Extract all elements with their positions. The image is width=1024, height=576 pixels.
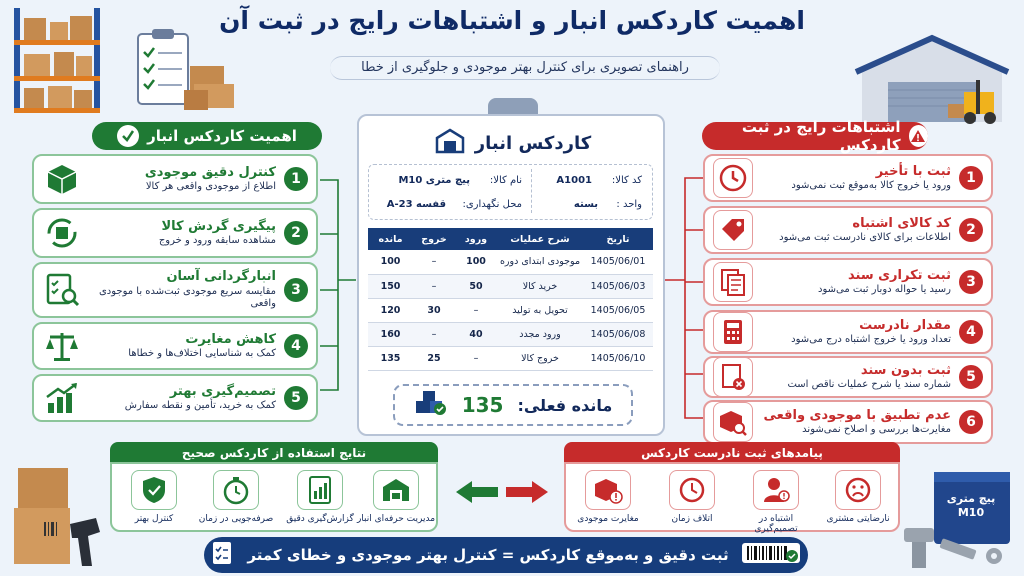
- result-item-4: کنترل بهتر: [114, 470, 194, 524]
- card-desc: مشاهده سابقه ورود و خروج: [158, 234, 276, 246]
- left-connectors: [318, 150, 358, 410]
- card-desc: ورود یا خروج کالا به‌موقع ثبت نمی‌شود: [791, 179, 951, 191]
- card-desc: رسید یا حواله دوبار ثبت می‌شود: [818, 283, 951, 295]
- result-item-2: گزارش‌گیری دقیق: [280, 470, 360, 524]
- code-value: A1001: [556, 175, 592, 186]
- card-title: تصمیم‌گیری بهتر: [169, 383, 276, 399]
- step-number: 6: [959, 410, 983, 434]
- box-warning-icon: [585, 470, 631, 510]
- importance-card-3: [32, 262, 318, 318]
- shield-check-icon: [131, 470, 177, 510]
- card-title: کد کالای اشتباه: [852, 215, 951, 231]
- tag-icon: [713, 210, 753, 250]
- clipboard-checklist-illustration: [132, 26, 242, 116]
- card-desc: تعداد ورود یا خروج اشتباه درج می‌شود: [791, 333, 951, 345]
- product-box-label: پیچ متری M10: [946, 492, 996, 520]
- mistake-card-5: [703, 356, 993, 398]
- warehouse-icon: [435, 128, 465, 159]
- card-desc: مغایرت‌ها بررسی و اصلاح نمی‌شوند: [802, 423, 951, 435]
- footer-banner: [204, 537, 808, 573]
- col-date: تاریخ: [583, 228, 653, 250]
- mistake-card-6: [703, 400, 993, 444]
- warehouse-icon: [373, 470, 419, 510]
- col-balance: مانده: [368, 228, 413, 250]
- location-value: قفسه A-23: [386, 199, 446, 210]
- importance-card-1: [32, 154, 318, 204]
- name-value: پیچ متری M10: [398, 175, 470, 186]
- table-row: 1405/06/01 موجودی ابتدای دوره 100 – 100: [368, 250, 653, 274]
- barcode-icon: [741, 542, 801, 568]
- unit-value: بسته: [573, 199, 598, 210]
- current-balance: [393, 384, 633, 426]
- page-title: اهمیت کاردکس انبار و اشتباهات رایج در ثبت آن: [219, 6, 805, 35]
- boxes-scanner-illustration: [8, 462, 108, 572]
- mistake-card-1: [703, 154, 993, 202]
- card-title: مقدار نادرست: [859, 317, 951, 333]
- table-row: 1405/06/08 ورود مجدد 40 – 160: [368, 322, 653, 346]
- kardex-title: کاردکس انبار: [403, 128, 623, 159]
- mistake-card-2: [703, 206, 993, 254]
- step-number: 1: [284, 167, 308, 191]
- card-desc: مقایسه سریع موجودی ثبت‌شده با موجودی واقعی: [98, 285, 276, 310]
- card-title: کاهش مغایرت: [185, 331, 276, 347]
- warehouse-shelf-illustration: [8, 4, 108, 114]
- box-search-icon: [713, 402, 753, 442]
- clock-icon: [713, 158, 753, 198]
- step-number: 3: [959, 270, 983, 294]
- mistake-card-3: [703, 258, 993, 306]
- card-desc: اطلاعات برای کالای نادرست ثبت می‌شود: [779, 231, 951, 243]
- kardex-table: [368, 228, 653, 371]
- card-title: پیگیری گردش کالا: [161, 218, 276, 234]
- box-icon: [42, 159, 82, 199]
- calculator-icon: [713, 312, 753, 352]
- col-in: ورود: [455, 228, 497, 250]
- name-label: نام کالا:: [489, 175, 522, 186]
- importance-card-5: [32, 374, 318, 422]
- step-number: 5: [284, 386, 308, 410]
- table-row: 1405/06/10 خروج کالا – 25 135: [368, 346, 653, 370]
- warning-icon: [909, 125, 928, 147]
- scale-icon: [42, 326, 82, 366]
- card-title: عدم تطبیق با موجودی واقعی: [763, 407, 951, 423]
- table-row: 1405/06/03 خرید کالا 50 – 150: [368, 274, 653, 298]
- consequences-header: پیامدهای ثبت نادرست کاردکس: [564, 442, 900, 464]
- consequence-item-4: نارضایتی مشتری: [818, 470, 898, 524]
- consequence-item-1: مغایرت موجودی: [568, 470, 648, 524]
- step-number: 5: [959, 365, 983, 389]
- footer-text: ثبت دقیق و به‌موقع کاردکس = کنترل بهتر موجودی و خطای کمتر: [247, 546, 729, 564]
- consequence-item-3: اشتباه در تصمیم‌گیری: [736, 470, 816, 534]
- checklist-icon: [211, 540, 235, 570]
- check-icon: [117, 125, 139, 147]
- location-label: محل نگهداری:: [462, 199, 522, 210]
- importance-header: اهمیت کاردکس انبار: [92, 122, 322, 150]
- cycle-box-icon: [42, 213, 82, 253]
- card-title: کنترل دقیق موجودی: [144, 164, 276, 180]
- step-number: 3: [284, 278, 308, 302]
- balance-label: مانده فعلی:: [517, 395, 613, 415]
- warehouse-forklift-illustration: [852, 30, 1022, 130]
- balance-value: 135: [461, 393, 504, 417]
- code-label: کد کالا:: [611, 175, 642, 186]
- result-item-1: مدیریت حرفه‌ای انبار: [356, 470, 436, 524]
- table-row: 1405/06/05 تحویل به تولید – 30 120: [368, 298, 653, 322]
- sad-face-icon: [835, 470, 881, 510]
- checklist-search-icon: [42, 270, 82, 310]
- step-number: 4: [284, 334, 308, 358]
- stopwatch-icon: [213, 470, 259, 510]
- unit-label: واحد :: [616, 199, 642, 210]
- result-item-3: صرفه‌جویی در زمان: [196, 470, 276, 524]
- clock-icon: [669, 470, 715, 510]
- importance-card-2: [32, 208, 318, 258]
- comparison-arrows: [452, 478, 552, 506]
- importance-card-4: [32, 322, 318, 370]
- boxes-check-icon: [414, 389, 448, 421]
- card-title: ثبت تکراری سند: [848, 267, 951, 283]
- document-error-icon: [713, 357, 753, 397]
- consequence-item-2: اتلاف زمان: [652, 470, 732, 524]
- card-desc: اطلاع از موجودی واقعی هر کالا: [145, 180, 276, 192]
- step-number: 2: [284, 221, 308, 245]
- card-desc: شماره سند یا شرح عملیات ناقص است: [787, 378, 951, 390]
- item-info-box: [368, 164, 653, 220]
- card-title: انبارگردانی آسان: [166, 269, 276, 285]
- card-desc: کمک به خرید، تأمین و نقطه سفارش: [124, 399, 276, 411]
- report-icon: [297, 470, 343, 510]
- results-header: نتایج استفاده از کاردکس صحیح: [110, 442, 438, 464]
- card-title: ثبت با تأخیر: [875, 163, 951, 179]
- step-number: 2: [959, 218, 983, 242]
- person-warning-icon: [753, 470, 799, 510]
- step-number: 1: [959, 166, 983, 190]
- growth-chart-icon: [42, 378, 82, 418]
- mistake-card-4: [703, 310, 993, 354]
- mistakes-header: اشتباهات رایج در ثبت کاردکس: [702, 122, 928, 150]
- col-description: شرح عملیات: [497, 228, 583, 250]
- card-title: ثبت بدون سند: [860, 362, 951, 378]
- page-subtitle: راهنمای تصویری برای کنترل بهتر موجودی و جلوگیری از خطا: [330, 56, 720, 80]
- step-number: 4: [959, 320, 983, 344]
- card-desc: کمک به شناسایی اختلاف‌ها و خطاها: [128, 347, 276, 359]
- documents-icon: [713, 262, 753, 302]
- col-out: خروج: [413, 228, 455, 250]
- right-connectors: [665, 150, 705, 440]
